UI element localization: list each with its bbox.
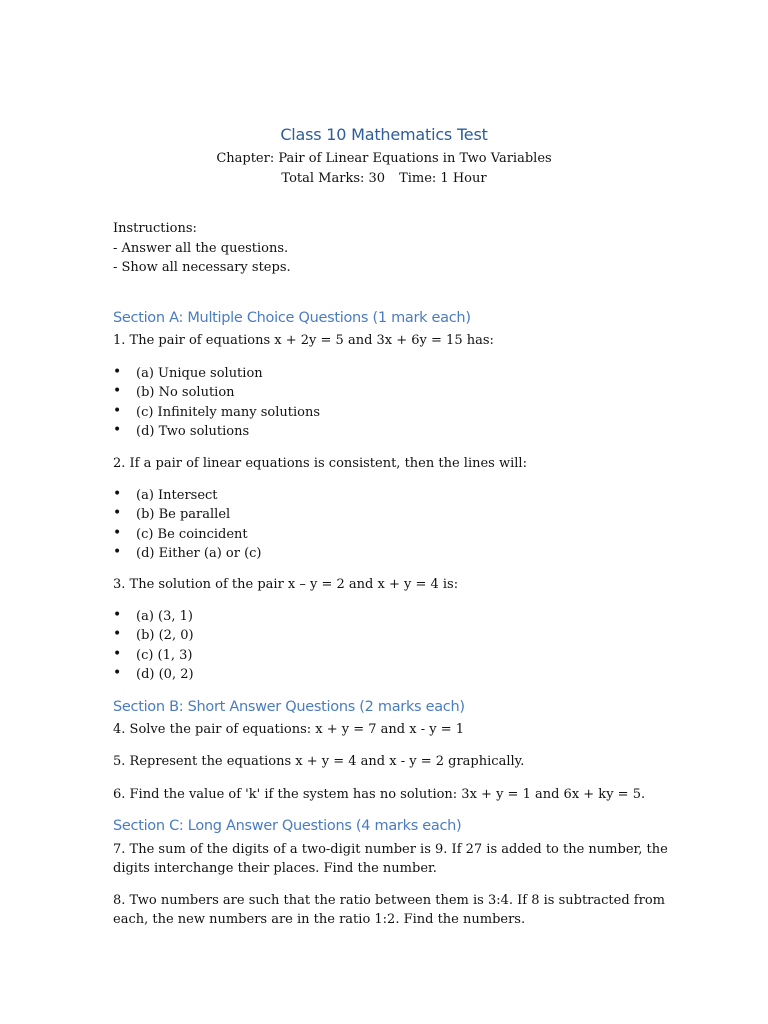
bullet-icon: • [113, 524, 122, 541]
bullet-icon: • [113, 364, 122, 380]
option-item: • (a) (3, 1) [113, 607, 193, 624]
question-5: 5. Represent the equations x + y = 4 and x - y = 2 graphically. [113, 754, 525, 769]
bullet-icon: • [113, 607, 122, 623]
time-limit: Time: 1 Hour [399, 171, 487, 186]
bullet-icon: • [113, 645, 122, 662]
option-item: • (a) Intersect [113, 486, 218, 503]
bullet-icon: • [113, 543, 122, 560]
question-2-options [113, 486, 262, 563]
bullet-icon: • [113, 402, 122, 419]
test-title: Class 10 Mathematics Test [280, 125, 488, 144]
instructions-block [113, 219, 291, 278]
option-item: • (c) Infinitely many solutions [113, 402, 321, 420]
option-item: • (c) Be coincident [113, 524, 248, 542]
chapter-line: Chapter: Pair of Linear Equations in Two Variables [216, 151, 552, 166]
section-c-heading: Section C: Long Answer Questions (4 marks each) [113, 818, 462, 834]
bullet-icon: • [113, 626, 122, 643]
question-1-options [113, 364, 320, 441]
question-8: 8. Two numbers are such that the ratio between them is 3:4. If 8 is subtracted from each, the new numbers are in the ratio 1:2. Find the numbers. [113, 893, 665, 927]
section-b-heading: Section B: Short Answer Questions (2 marks each) [113, 699, 465, 715]
question-7: 7. The sum of the digits of a two-digit number is 9. If 27 is added to the number, the digits interchange their places. Find the number. [113, 842, 668, 876]
bullet-icon: • [113, 486, 122, 502]
bullet-icon: • [113, 664, 122, 681]
marks-time-line [0, 169, 768, 188]
option-item: • (b) (2, 0) [113, 626, 194, 644]
option-item: • (d) Two solutions [113, 421, 250, 439]
question-3-options [113, 607, 194, 684]
question-6: 6. Find the value of 'k' if the system has no solution: 3x + y = 1 and 6x + ky = 5. [113, 787, 646, 802]
option-item: • (c) (1, 3) [113, 645, 193, 663]
instruction-item: - Answer all the questions. [113, 240, 289, 256]
question-1: 1. The pair of equations x + 2y = 5 and 3x + 6y = 15 has: [113, 333, 494, 348]
option-item: • (d) Either (a) or (c) [113, 543, 262, 561]
bullet-icon: • [113, 505, 122, 522]
instructions-heading: Instructions: [113, 221, 197, 236]
total-marks: Total Marks: 30 [281, 171, 386, 186]
option-item: • (b) No solution [113, 383, 235, 401]
bullet-icon: • [113, 383, 122, 400]
section-a-heading: Section A: Multiple Choice Questions (1 mark each) [113, 310, 471, 326]
option-item: • (a) Unique solution [113, 364, 263, 381]
instruction-item: - Show all necessary steps. [113, 260, 291, 275]
question-4: 4. Solve the pair of equations: x + y = 7 and x - y = 1 [113, 722, 464, 737]
question-3: 3. The solution of the pair x – y = 2 and x + y = 4 is: [113, 577, 459, 592]
bullet-icon: • [113, 421, 122, 438]
option-item: • (d) (0, 2) [113, 664, 194, 682]
question-2: 2. If a pair of linear equations is consistent, then the lines will: [113, 456, 527, 471]
option-item: • (b) Be parallel [113, 505, 231, 523]
